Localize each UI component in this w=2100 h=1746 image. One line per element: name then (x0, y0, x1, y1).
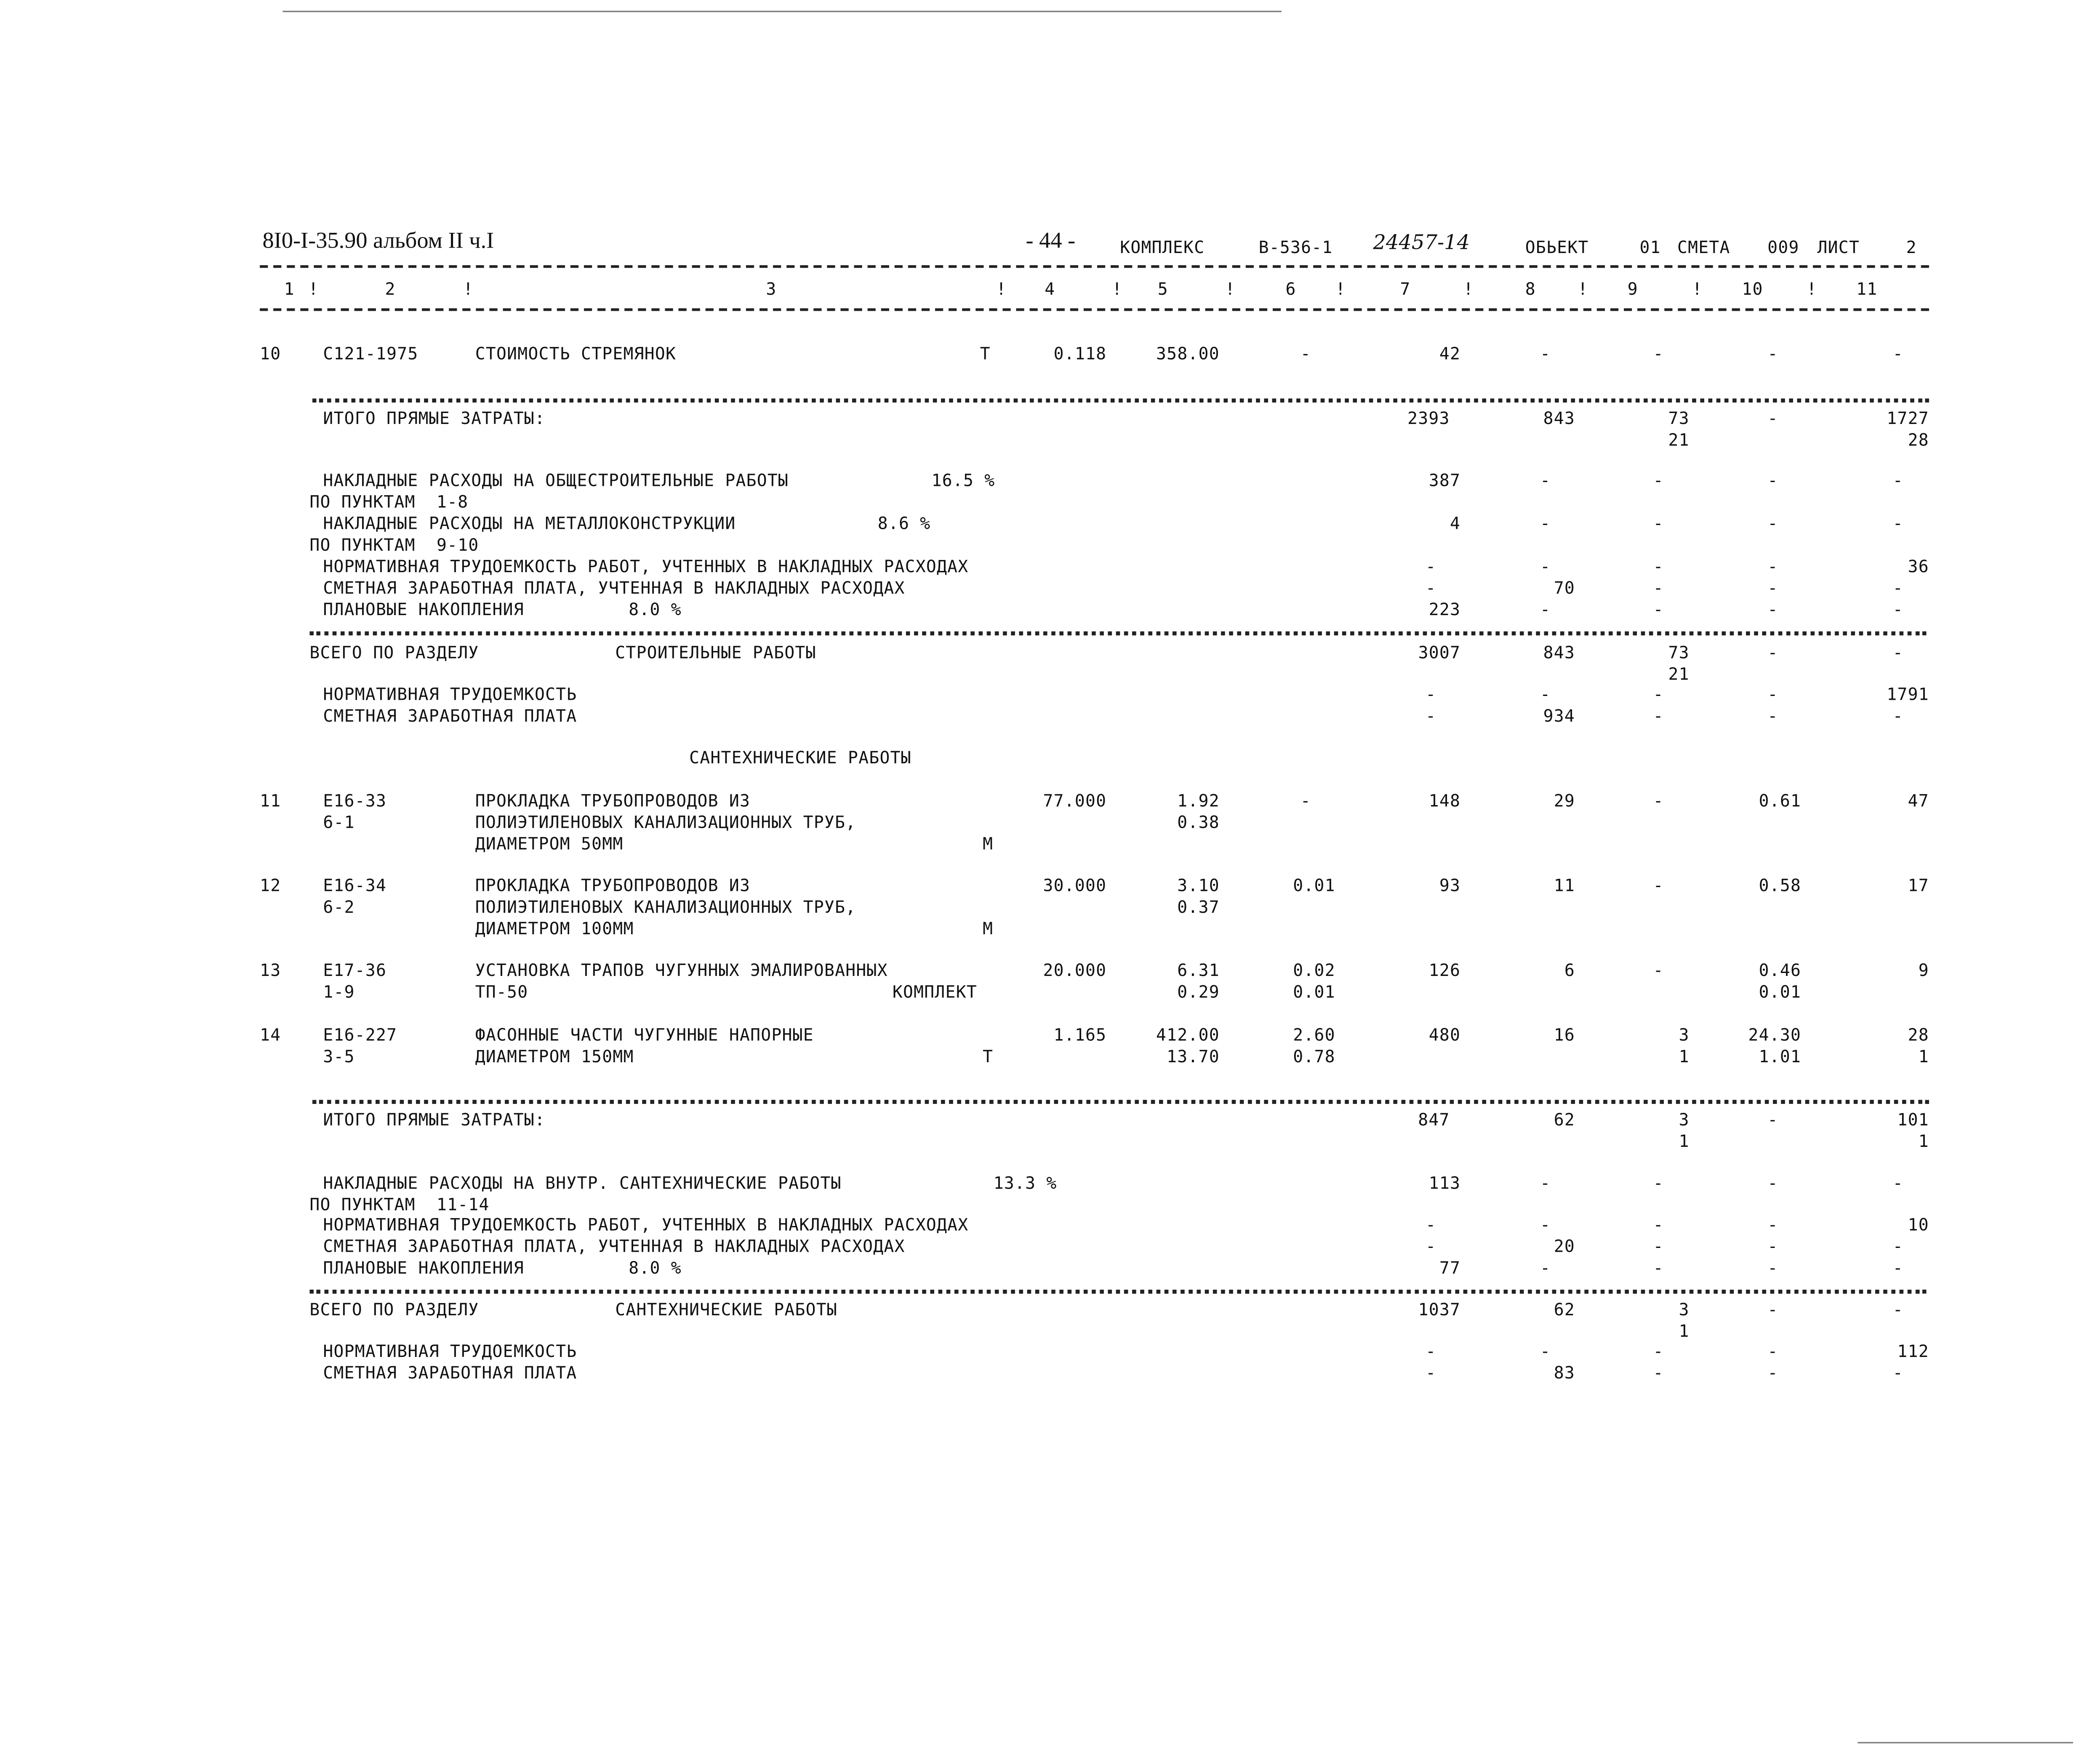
col8-value: - (1540, 684, 1551, 704)
item-name: ПОЛИЭТИЛЕНОВЫХ КАНАЛИЗАЦИОННЫХ ТРУБ, (475, 812, 856, 832)
subtotal-label: ИТОГО ПРЯМЫЕ ЗАТРАТЫ: (323, 408, 546, 428)
column-number: 7 (1400, 278, 1411, 299)
column-separator: ! (308, 278, 319, 299)
col9-value: 73 (1668, 642, 1690, 663)
col10-value: - (1767, 642, 1778, 663)
col10-value: 24.30 (1748, 1024, 1802, 1045)
item-name: ПОЛИЭТИЛЕНОВЫХ КАНАЛИЗАЦИОННЫХ ТРУБ, (475, 896, 856, 917)
col10-value: 1.01 (1759, 1046, 1802, 1066)
dotted-rule (309, 632, 1926, 636)
price-code: Е16-227 (323, 1024, 397, 1045)
column-number: 5 (1157, 278, 1168, 299)
col8-value: 29 (1554, 790, 1575, 810)
col11-value: 36 (1908, 556, 1929, 576)
col7-value: - (1426, 1236, 1436, 1256)
wage-label: СМЕТНАЯ ЗАРАБОТНАЯ ПЛАТА, УЧТЕННАЯ В НАКЛАДНЫХ РАСХОДАХ (323, 577, 905, 598)
planned-percent: 8.0 % (629, 1257, 682, 1278)
col11-value: - (1892, 469, 1903, 490)
unit-cost: 358.00 (1156, 343, 1220, 364)
item-name: ДИАМЕТРОМ 50ММ (475, 833, 624, 854)
col7-value: 3007 (1418, 642, 1461, 663)
col6-value: 0.01 (1293, 875, 1335, 896)
col10-value: - (1767, 469, 1778, 490)
overhead-percent: 13.3 % (993, 1172, 1057, 1193)
col11-value: 1791 (1887, 684, 1929, 704)
handwritten-code: 24457-14 (1373, 230, 1470, 255)
col10-value: - (1767, 705, 1778, 726)
col7-value: - (1426, 1362, 1436, 1383)
col11-value: 1 (1918, 1046, 1929, 1066)
col8-value: - (1540, 599, 1551, 619)
overhead-items: ПО ПУНКТАМ 1-8 (309, 491, 469, 512)
col11-value: 112 (1897, 1341, 1929, 1361)
col8-value: 16 (1554, 1024, 1575, 1045)
section-total-label: ВСЕГО ПО РАЗДЕЛУ (309, 642, 479, 663)
unit-cost-wage: 0.29 (1177, 981, 1220, 1002)
col11-value: - (1892, 1299, 1903, 1319)
col6-value: 0.78 (1293, 1046, 1335, 1066)
unit-cost: 412.00 (1156, 1024, 1220, 1045)
price-code-sub: 3-5 (323, 1046, 355, 1066)
planned-label: ПЛАНОВЫЕ НАКОПЛЕНИЯ (323, 1257, 524, 1278)
item-number: 13 (260, 960, 281, 980)
col6-value: 2.60 (1293, 1024, 1335, 1045)
col7-value: 387 (1428, 469, 1461, 490)
column-separator: ! (463, 278, 474, 299)
unit-cost-wage: 0.38 (1177, 812, 1220, 832)
col11-value: - (1892, 343, 1903, 364)
planned-label: ПЛАНОВЫЕ НАКОПЛЕНИЯ (323, 599, 524, 619)
col9-value: - (1653, 705, 1664, 726)
column-separator: ! (1335, 278, 1346, 299)
item-name: ПРОКЛАДКА ТРУБОПРОВОДОВ ИЗ (475, 875, 751, 896)
dotted-rule (309, 1290, 1926, 1294)
column-separator: ! (1806, 278, 1818, 299)
col8-value: - (1540, 343, 1551, 364)
col8-value: 843 (1543, 642, 1575, 663)
col9-value: 1 (1679, 1130, 1690, 1151)
col7-value: - (1426, 577, 1436, 598)
header-rule (260, 265, 1929, 268)
column-separator: ! (1463, 278, 1474, 299)
col9-value: - (1653, 343, 1664, 364)
col11-value: - (1892, 577, 1903, 598)
col10-value: 0.01 (1759, 981, 1802, 1002)
col7-value: 4 (1450, 513, 1461, 533)
col7-value: 113 (1428, 1172, 1461, 1193)
labor-norm-label: НОРМАТИВНАЯ ТРУДОЕМКОСТЬ РАБОТ, УЧТЕННЫХ В НАКЛАДНЫХ РАСХОДАХ (323, 1214, 969, 1235)
col9-value: - (1653, 469, 1664, 490)
price-code-sub: 6-2 (323, 896, 355, 917)
col10-value: - (1767, 408, 1778, 428)
col9-value: 21 (1668, 664, 1690, 684)
col7-value: 93 (1439, 875, 1461, 896)
unit-cost: 1.92 (1177, 790, 1220, 810)
unit: Т (980, 343, 991, 364)
col8-value: 62 (1554, 1109, 1575, 1130)
col9-value: 21 (1668, 429, 1690, 450)
col6-value: - (1300, 343, 1311, 364)
col7-value: 126 (1428, 960, 1461, 980)
col6-value: - (1300, 790, 1311, 810)
col7-value: - (1426, 1341, 1436, 1361)
unit: М (983, 833, 994, 854)
item-name: ТП-50 (475, 981, 528, 1002)
column-separator: ! (1225, 278, 1236, 299)
col8-value: 83 (1554, 1362, 1575, 1383)
col10-value: - (1767, 1109, 1778, 1130)
col10-value: - (1767, 1236, 1778, 1256)
column-number: 3 (766, 278, 777, 299)
labor-norm-label: НОРМАТИВНАЯ ТРУДОЕМКОСТЬ (323, 1341, 577, 1361)
col11-value: - (1892, 513, 1903, 533)
col11-value: 28 (1908, 429, 1929, 450)
unit: КОМПЛЕКТ (892, 981, 977, 1002)
col8-value: - (1540, 1341, 1551, 1361)
item-name: ПРОКЛАДКА ТРУБОПРОВОДОВ ИЗ (475, 790, 751, 810)
planned-percent: 8.0 % (629, 599, 682, 619)
column-number: 4 (1045, 278, 1055, 299)
labor-norm-label: НОРМАТИВНАЯ ТРУДОЕМКОСТЬ (323, 684, 577, 704)
col8-value: 11 (1554, 875, 1575, 896)
quantity: 20.000 (1043, 960, 1107, 980)
overhead-percent: 8.6 % (877, 513, 931, 533)
col7-value: 2393 (1407, 408, 1450, 428)
price-code: С121-1975 (323, 343, 418, 364)
col11-value: 1 (1918, 1130, 1929, 1151)
col9-value: 3 (1679, 1024, 1690, 1045)
price-code: Е16-34 (323, 875, 387, 896)
col7-value: - (1426, 1214, 1436, 1235)
unit: М (983, 918, 994, 938)
section-total-label: ВСЕГО ПО РАЗДЕЛУ (309, 1299, 479, 1319)
labor-norm-label: НОРМАТИВНАЯ ТРУДОЕМКОСТЬ РАБОТ, УЧТЕННЫХ В НАКЛАДНЫХ РАСХОДАХ (323, 556, 969, 576)
col9-value: 1 (1679, 1320, 1690, 1341)
album-reference: 8I0-I-35.90 альбом II ч.I (262, 227, 494, 253)
item-name: ДИАМЕТРОМ 100ММ (475, 918, 634, 938)
col7-value: 1037 (1418, 1299, 1461, 1319)
price-code: Е16-33 (323, 790, 387, 810)
section-name: САНТЕХНИЧЕСКИЕ РАБОТЫ (615, 1299, 838, 1319)
col7-value: 847 (1418, 1109, 1450, 1130)
column-number: 2 (385, 278, 396, 299)
col11-value: - (1892, 1172, 1903, 1193)
col11-value: - (1892, 705, 1903, 726)
col8-value: - (1540, 1257, 1551, 1278)
col10-value: - (1767, 513, 1778, 533)
col7-value: 42 (1439, 343, 1461, 364)
col11-value: 1727 (1887, 408, 1929, 428)
col7-value: - (1426, 705, 1436, 726)
col6-value: 0.01 (1293, 981, 1335, 1002)
col8-value: - (1540, 513, 1551, 533)
item-number: 10 (260, 343, 281, 364)
estimate-number: 009 (1767, 237, 1799, 257)
col9-value: - (1653, 960, 1664, 980)
col7-value: 77 (1439, 1257, 1461, 1278)
column-number: 10 (1742, 278, 1763, 299)
col10-value: - (1767, 556, 1778, 576)
column-number: 9 (1627, 278, 1638, 299)
col11-value: 47 (1908, 790, 1929, 810)
col10-value: - (1767, 1214, 1778, 1235)
col7-value: 223 (1428, 599, 1461, 619)
quantity: 0.118 (1053, 343, 1107, 364)
complex-label: КОМПЛЕКС (1120, 237, 1205, 257)
column-number: 1 (284, 278, 295, 299)
col11-value: - (1892, 1236, 1903, 1256)
column-number: 8 (1525, 278, 1536, 299)
overhead-percent: 16.5 % (931, 469, 995, 490)
item-number: 14 (260, 1024, 281, 1045)
col9-value: - (1653, 684, 1664, 704)
quantity: 1.165 (1053, 1024, 1107, 1045)
dotted-rule (312, 398, 1929, 403)
col9-value: - (1653, 577, 1664, 598)
col11-value: 10 (1908, 1214, 1929, 1235)
price-code-sub: 1-9 (323, 981, 355, 1002)
col9-value: - (1653, 1172, 1664, 1193)
col11-value: 9 (1918, 960, 1929, 980)
col9-value: - (1653, 1341, 1664, 1361)
item-name: ДИАМЕТРОМ 150ММ (475, 1046, 634, 1066)
col9-value: 3 (1679, 1299, 1690, 1319)
column-number: 11 (1856, 278, 1878, 299)
col11-value: - (1892, 1362, 1903, 1383)
col10-value: - (1767, 1341, 1778, 1361)
col9-value: - (1653, 599, 1664, 619)
sheet-label: ЛИСТ (1817, 237, 1860, 257)
overhead-label: НАКЛАДНЫЕ РАСХОДЫ НА ВНУТР. САНТЕХНИЧЕСКИЕ РАБОТЫ (323, 1172, 842, 1193)
subtotal-label: ИТОГО ПРЯМЫЕ ЗАТРАТЫ: (323, 1109, 546, 1130)
object-number: 01 (1639, 237, 1661, 257)
col9-value: 73 (1668, 408, 1690, 428)
price-code-sub: 6-1 (323, 812, 355, 832)
wage-label: СМЕТНАЯ ЗАРАБОТНАЯ ПЛАТА (323, 705, 577, 726)
header-rule (260, 308, 1929, 311)
col10-value: - (1767, 343, 1778, 364)
col8-value: - (1540, 556, 1551, 576)
item-number: 12 (260, 875, 281, 896)
col7-value: 148 (1428, 790, 1461, 810)
col8-value: 843 (1543, 408, 1575, 428)
column-separator: ! (996, 278, 1007, 299)
col11-value: 17 (1908, 875, 1929, 896)
col8-value: 62 (1554, 1299, 1575, 1319)
overhead-items: ПО ПУНКТАМ 11-14 (309, 1194, 490, 1215)
wage-label: СМЕТНАЯ ЗАРАБОТНАЯ ПЛАТА, УЧТЕННАЯ В НАКЛАДНЫХ РАСХОДАХ (323, 1236, 905, 1256)
col8-value: - (1540, 469, 1551, 490)
col10-value: 0.58 (1759, 875, 1802, 896)
overhead-label: НАКЛАДНЫЕ РАСХОДЫ НА МЕТАЛЛОКОНСТРУКЦИИ (323, 513, 736, 533)
col11-value: 28 (1908, 1024, 1929, 1045)
col9-value: - (1653, 1362, 1664, 1383)
unit-cost-wage: 0.37 (1177, 896, 1220, 917)
quantity: 30.000 (1043, 875, 1107, 896)
col10-value: - (1767, 684, 1778, 704)
col8-value: 934 (1543, 705, 1575, 726)
col9-value: 1 (1679, 1046, 1690, 1066)
col9-value: - (1653, 1257, 1664, 1278)
col9-value: - (1653, 1236, 1664, 1256)
col6-value: 0.02 (1293, 960, 1335, 980)
item-name: СТОИМОСТЬ СТРЕМЯНОК (475, 343, 677, 364)
col7-value: - (1426, 684, 1436, 704)
col8-value: - (1540, 1172, 1551, 1193)
col8-value: 20 (1554, 1236, 1575, 1256)
col11-value: - (1892, 1257, 1903, 1278)
col7-value: - (1426, 556, 1436, 576)
unit: Т (983, 1046, 994, 1066)
col10-value: - (1767, 577, 1778, 598)
unit-cost-wage: 13.70 (1167, 1046, 1220, 1066)
col11-value: - (1892, 642, 1903, 663)
col11-value: - (1892, 599, 1903, 619)
col8-value: - (1540, 1214, 1551, 1235)
col11-value: 101 (1897, 1109, 1929, 1130)
column-separator: ! (1578, 278, 1588, 299)
col8-value: 6 (1564, 960, 1575, 980)
estimate-label: СМЕТА (1677, 237, 1730, 257)
column-number: 6 (1285, 278, 1296, 299)
dotted-rule (312, 1100, 1929, 1104)
col9-value: 3 (1679, 1109, 1690, 1130)
scan-edge-line (282, 11, 1282, 12)
col7-value: 480 (1428, 1024, 1461, 1045)
section-title: САНТЕХНИЧЕСКИЕ РАБОТЫ (689, 747, 911, 768)
col10-value: - (1767, 1172, 1778, 1193)
overhead-items: ПО ПУНКТАМ 9-10 (309, 534, 479, 555)
section-name: СТРОИТЕЛЬНЫЕ РАБОТЫ (615, 642, 816, 663)
item-name: ФАСОННЫЕ ЧАСТИ ЧУГУННЫЕ НАПОРНЫЕ (475, 1024, 814, 1045)
col10-value: - (1767, 1362, 1778, 1383)
price-code: Е17-36 (323, 960, 387, 980)
col9-value: - (1653, 790, 1664, 810)
col9-value: - (1653, 875, 1664, 896)
col9-value: - (1653, 1214, 1664, 1235)
col10-value: - (1767, 1257, 1778, 1278)
scan-edge-line (1857, 1742, 2073, 1743)
col10-value: - (1767, 599, 1778, 619)
complex-code: В-536-1 (1258, 237, 1333, 257)
quantity: 77.000 (1043, 790, 1107, 810)
col10-value: 0.46 (1759, 960, 1802, 980)
col9-value: - (1653, 513, 1664, 533)
item-number: 11 (260, 790, 281, 810)
column-separator: ! (1692, 278, 1703, 299)
page-number: - 44 - (1026, 227, 1076, 253)
col9-value: - (1653, 556, 1664, 576)
wage-label: СМЕТНАЯ ЗАРАБОТНАЯ ПЛАТА (323, 1362, 577, 1383)
object-label: ОБЬЕКТ (1525, 237, 1589, 257)
column-separator: ! (1112, 278, 1123, 299)
overhead-label: НАКЛАДНЫЕ РАСХОДЫ НА ОБЩЕСТРОИТЕЛЬНЫЕ РАБОТЫ (323, 469, 789, 490)
sheet-number: 2 (1906, 237, 1917, 257)
unit-cost: 6.31 (1177, 960, 1220, 980)
col10-value: 0.61 (1759, 790, 1802, 810)
col8-value: 70 (1554, 577, 1575, 598)
unit-cost: 3.10 (1177, 875, 1220, 896)
item-name: УСТАНОВКА ТРАПОВ ЧУГУННЫХ ЭМАЛИРОВАННЫХ (475, 960, 888, 980)
col10-value: - (1767, 1299, 1778, 1319)
